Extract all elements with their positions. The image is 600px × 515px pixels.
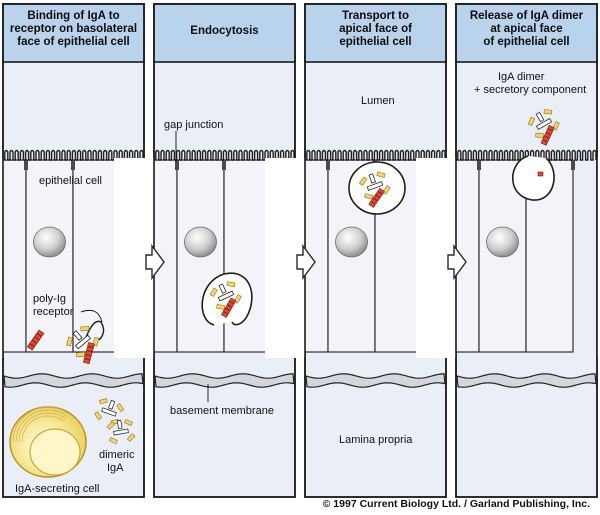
copyright-text: © 1997 Current Biology Ltd. / Garland Publishing, Inc. xyxy=(322,498,590,510)
lumen-label: Lumen xyxy=(361,95,395,107)
epithelial-cell-label: epithelial cell xyxy=(39,175,102,187)
gap-junction-mark xyxy=(571,160,575,170)
iga-heavy-chain-icon xyxy=(536,133,544,137)
basement-membrane-label: basement membrane xyxy=(170,405,274,417)
panel-title-line: Transport to xyxy=(341,10,410,22)
iga-heavy-chain-icon xyxy=(544,110,552,114)
gap-junction-mark xyxy=(71,160,75,170)
gap-junction-mark xyxy=(222,160,226,170)
gap-junction-mark xyxy=(477,160,481,170)
panel-title-line: receptor on basolateral xyxy=(9,23,138,35)
epithelial-cell xyxy=(73,160,120,352)
fusing-vesicle xyxy=(513,156,554,200)
iga-dimer-secretory-label: + secretory component xyxy=(474,84,587,96)
nucleus-icon xyxy=(487,227,519,257)
transport-vesicle xyxy=(349,162,405,214)
iga-heavy-chain-icon xyxy=(81,326,89,331)
gap-junction-mark xyxy=(326,160,330,170)
panel-title-line: at apical face xyxy=(490,23,563,35)
iga-heavy-chain-icon xyxy=(76,352,84,357)
gap-junction-label: gap junction xyxy=(164,119,224,131)
panel-title-line: face of epithelial cell xyxy=(17,36,130,48)
poly-ig-receptor-label: receptor xyxy=(33,306,74,318)
epithelial-cell xyxy=(224,160,271,352)
epithelial-cell xyxy=(0,160,26,352)
panel-title-line: of epithelial cell xyxy=(483,36,570,48)
plasma-cell-nucleus-icon xyxy=(30,429,80,475)
panel-title-line: Binding of IgA to xyxy=(27,10,120,22)
dimeric-iga-label: IgA xyxy=(107,462,124,474)
nucleus-icon xyxy=(34,227,66,257)
receptor-stub-icon xyxy=(538,172,543,176)
iga-secreting-cell-label: IgA-secreting cell xyxy=(15,483,100,495)
panel-title-line: apical face of xyxy=(339,23,412,35)
panel-title-line: Release of IgA dimer xyxy=(469,10,584,22)
iga-dimer-secretory-label: IgA dimer xyxy=(498,71,545,83)
nucleus-icon xyxy=(185,227,217,257)
panel-title-line: epithelial cell xyxy=(339,36,412,48)
nucleus-icon xyxy=(336,227,368,257)
gap-junction-mark xyxy=(24,160,28,170)
lamina-propria-label: Lamina propria xyxy=(339,434,413,446)
dimeric-iga-label: dimeric xyxy=(99,449,135,461)
poly-ig-receptor-label: poly-Ig xyxy=(33,293,67,305)
panel-title-line: Endocytosis xyxy=(190,25,259,37)
